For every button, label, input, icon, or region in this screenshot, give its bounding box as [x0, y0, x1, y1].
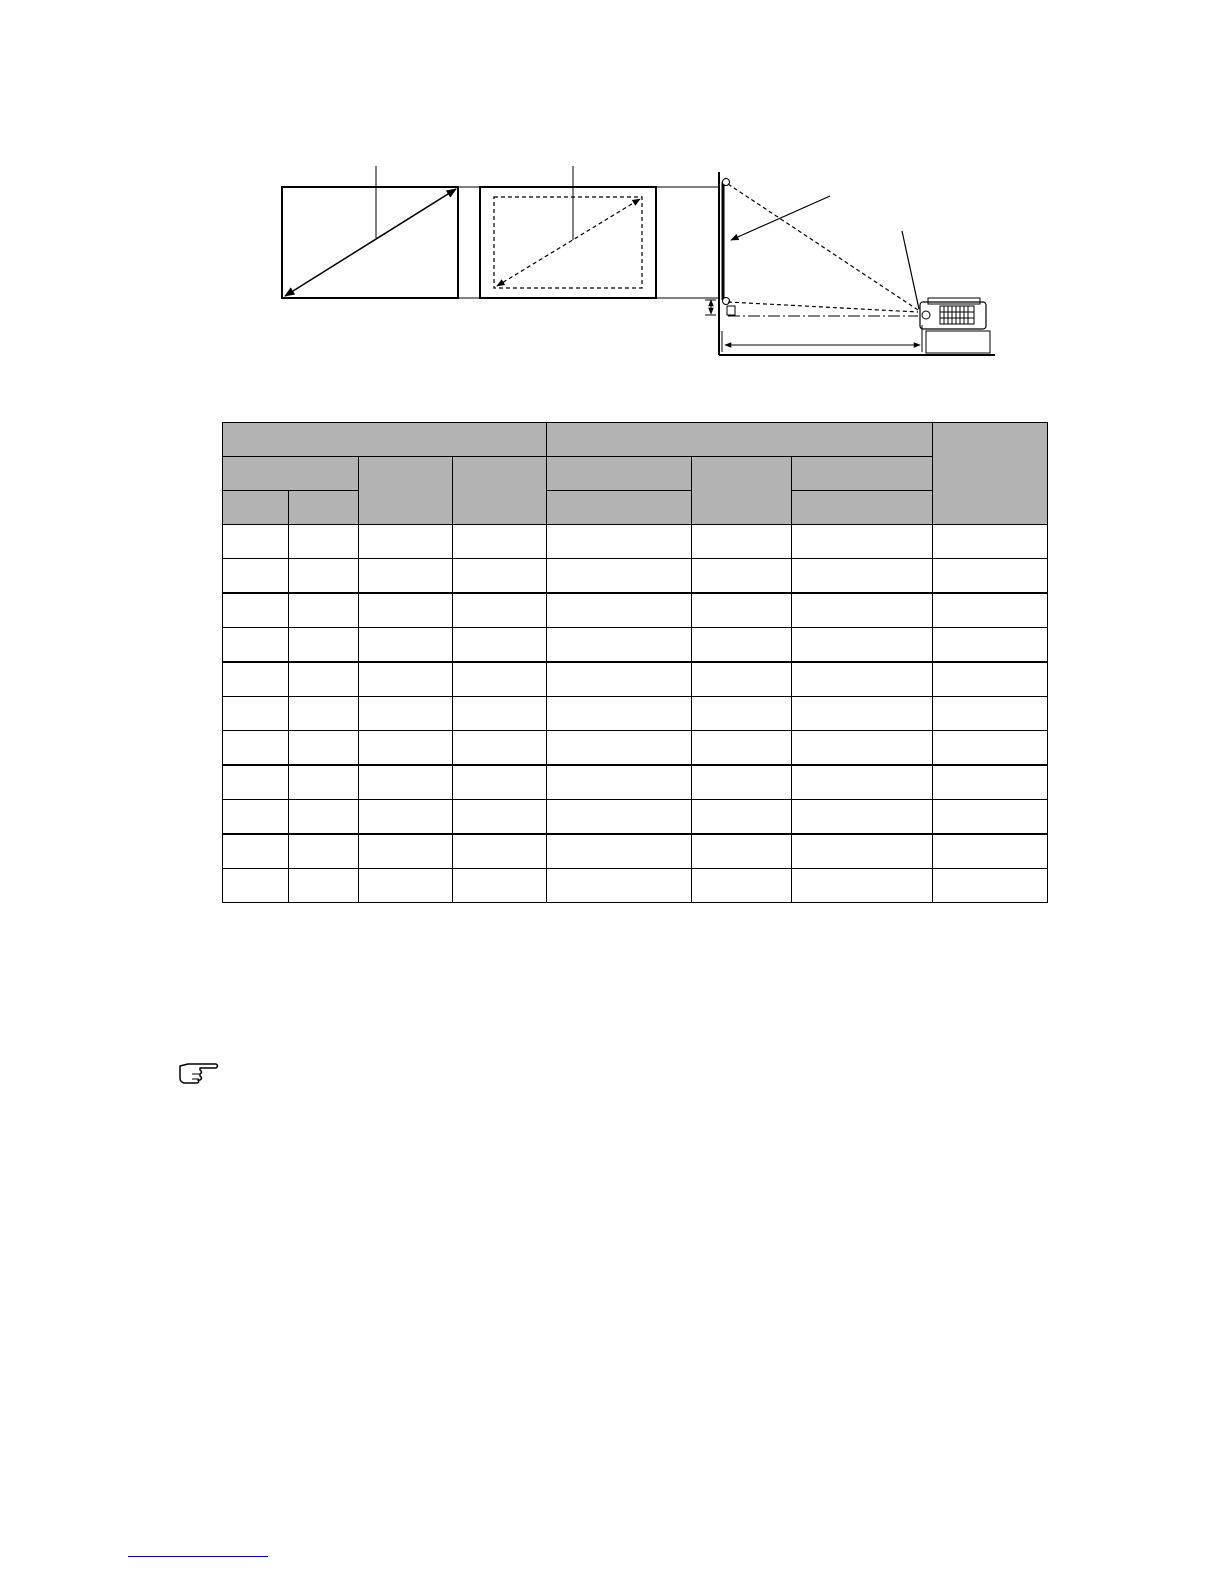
projection-size-table [222, 422, 1048, 903]
table-cell [453, 628, 547, 663]
header-offset [933, 423, 1048, 525]
table-cell [453, 697, 547, 731]
screen-16-9-illustration [480, 166, 656, 298]
table-row [223, 662, 1048, 697]
table-cell [547, 628, 692, 663]
side-view-illustration [705, 172, 995, 355]
table-cell [692, 559, 792, 594]
table-cell [692, 525, 792, 559]
table-cell [359, 559, 453, 594]
table-cell [289, 869, 359, 903]
header-max-distance [792, 457, 933, 491]
table-cell [792, 559, 933, 594]
header-average [692, 457, 792, 525]
screen-4-3-illustration [282, 166, 458, 298]
table-cell [933, 800, 1048, 835]
header-height [359, 457, 453, 525]
table-cell [692, 800, 792, 835]
table-cell [289, 662, 359, 697]
table-row [223, 800, 1048, 835]
table-cell [289, 628, 359, 663]
table-cell [792, 628, 933, 663]
header-diagonal-unit-1 [223, 491, 289, 525]
table-cell [692, 593, 792, 628]
table-row [223, 628, 1048, 663]
table-cell [223, 628, 289, 663]
table-cell [289, 731, 359, 766]
table-cell [792, 765, 933, 800]
table-cell [933, 559, 1048, 594]
table-cell [453, 869, 547, 903]
header-projection-distance [547, 423, 933, 457]
table-cell [223, 765, 289, 800]
table-row [223, 765, 1048, 800]
table-row [223, 834, 1048, 869]
table-cell [692, 662, 792, 697]
table-cell [792, 525, 933, 559]
table-cell [933, 765, 1048, 800]
table-cell [792, 662, 933, 697]
table-cell [359, 525, 453, 559]
table-cell [223, 800, 289, 835]
table-row [223, 731, 1048, 766]
header-min-distance [547, 457, 692, 491]
table-cell [692, 834, 792, 869]
table-cell [933, 628, 1048, 663]
table-cell [933, 731, 1048, 766]
table-cell [223, 697, 289, 731]
table-cell [289, 593, 359, 628]
table-cell [792, 800, 933, 835]
table-cell [223, 731, 289, 766]
table-cell [792, 869, 933, 903]
table-cell [692, 731, 792, 766]
table-cell [359, 628, 453, 663]
table-row [223, 525, 1048, 559]
table-cell [792, 593, 933, 628]
table-cell [547, 800, 692, 835]
table-cell [547, 697, 692, 731]
table-cell [933, 662, 1048, 697]
table-cell [453, 800, 547, 835]
table-cell [792, 834, 933, 869]
table-cell [933, 593, 1048, 628]
table-row [223, 697, 1048, 731]
table-cell [453, 559, 547, 594]
table-cell [359, 593, 453, 628]
table-cell [223, 869, 289, 903]
table-cell [223, 834, 289, 869]
table-cell [453, 731, 547, 766]
header-max-zoom [792, 491, 933, 525]
table-cell [223, 593, 289, 628]
table-cell [453, 662, 547, 697]
table-cell [547, 559, 692, 594]
table-cell [933, 834, 1048, 869]
table-row [223, 559, 1048, 594]
table-cell [933, 525, 1048, 559]
table-cell [289, 559, 359, 594]
table-cell [692, 869, 792, 903]
table-cell [547, 869, 692, 903]
table-cell [547, 765, 692, 800]
table-cell [547, 593, 692, 628]
table-body [223, 525, 1048, 903]
table-cell [359, 697, 453, 731]
table-cell [289, 800, 359, 835]
table-cell [359, 765, 453, 800]
table-cell [453, 593, 547, 628]
table-cell [453, 834, 547, 869]
table-cell [289, 525, 359, 559]
table-cell [359, 869, 453, 903]
table-cell [692, 765, 792, 800]
table-cell [289, 697, 359, 731]
projector-illustration [920, 298, 990, 353]
table-cell [792, 697, 933, 731]
table-cell [223, 525, 289, 559]
table-cell [359, 731, 453, 766]
table-cell [933, 697, 1048, 731]
table-cell [223, 559, 289, 594]
table-cell [359, 662, 453, 697]
header-diagonal [223, 457, 359, 491]
header-width [453, 457, 547, 525]
table-cell [933, 869, 1048, 903]
table-cell [547, 731, 692, 766]
table-cell [223, 662, 289, 697]
table-cell [547, 662, 692, 697]
table-cell [692, 697, 792, 731]
table-cell [547, 525, 692, 559]
table-row [223, 869, 1048, 903]
table-cell [792, 731, 933, 766]
pointing-hand-icon [178, 1062, 220, 1084]
table-cell [359, 834, 453, 869]
projection-diagram [0, 0, 1224, 400]
header-screen-size [223, 423, 547, 457]
header-diagonal-unit-2 [289, 491, 359, 525]
table-cell [289, 765, 359, 800]
table-cell [359, 800, 453, 835]
table-cell [453, 525, 547, 559]
table-cell [547, 834, 692, 869]
footer-link-underline[interactable] [128, 1556, 268, 1557]
header-min-zoom [547, 491, 692, 525]
table-cell [453, 765, 547, 800]
table-cell [692, 628, 792, 663]
table-cell [289, 834, 359, 869]
table-row [223, 593, 1048, 628]
